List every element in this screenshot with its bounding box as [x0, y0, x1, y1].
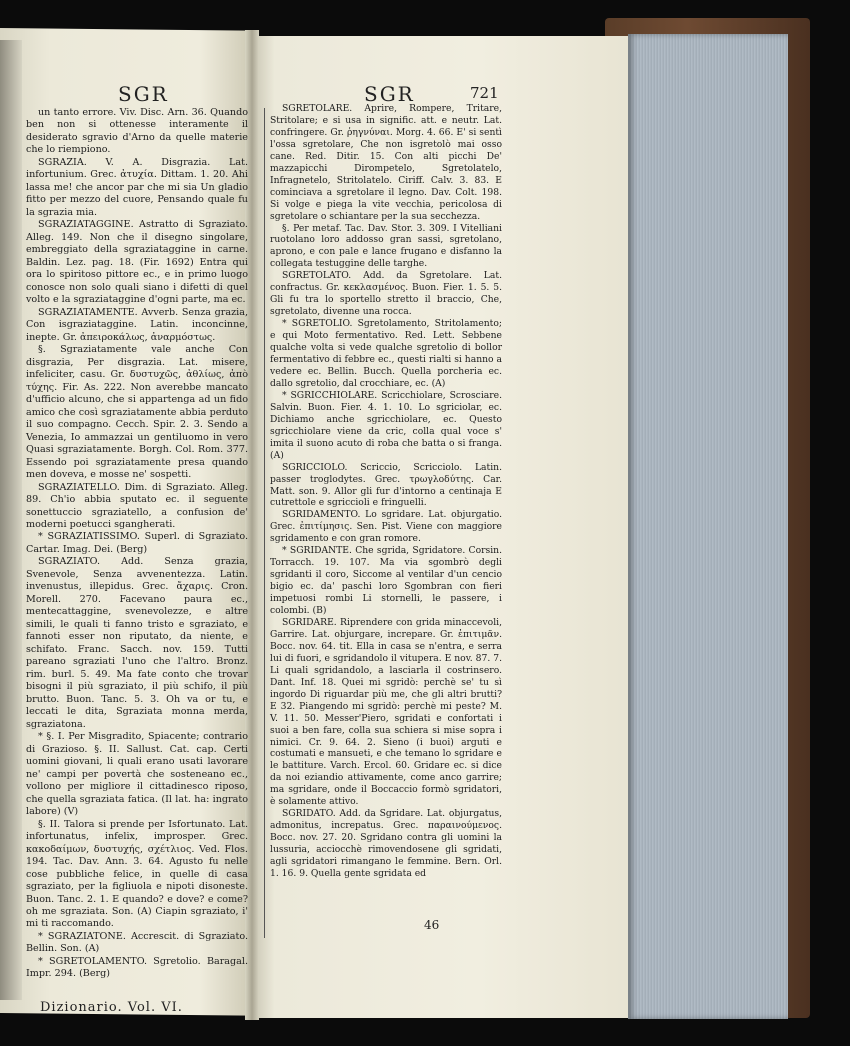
dictionary-entry: SGRAZIA. V. A. Disgrazia. Lat. infortunium. Grec. ἀτυχία. Dittam. 1. 20. Ahi lassa me! che ancor par che mi sia Un gladio fitto per mezzo del cuore, Pensando quale fu la sgrazia mia.	[26, 156, 248, 218]
dictionary-entry: un tanto errore. Viv. Disc. Arn. 36. Quando ben non si ottenesse interamente il desiderato sgravio d'Arno da quelle materie che lo riempiono.	[26, 107, 248, 156]
dictionary-entry: §. II. Talora si prende per Isfortunato. Lat. infortunatus, infelix, improsper. Grec. κακοδαίμων, δυστυχής, σχέτλιος. Ved. Flos. 194. Tac. Dav. Ann. 3. 64. Agusto fu nelle cose pubbliche felice, in quelle di casa sgraziato, per la figliuola e nipoti disoneste. Buon. Tanc. 2. 1. E quando? e dove? e come? oh me sgraziata. Son. (A) Ciapin sgraziato, i' mi ti raccomando.	[26, 818, 248, 930]
dictionary-entry: §. Per metaf. Tac. Dav. Stor. 3. 309. I Vitelliani ruotolano loro addosso gran sassi, sgretolano, aprono, e con pale e lance frugano e disfanno la collegata testuggine delle targhe.	[270, 222, 502, 270]
column-rule	[264, 108, 265, 938]
dictionary-entry: * SGRAZIATONE. Accrescit. di Sgraziato. Bellin. Son. (A)	[26, 930, 248, 955]
dictionary-entry: * SGRAZIATISSIMO. Superl. di Sgraziato. Cartar. Imag. Dei. (Berg)	[26, 531, 248, 555]
dictionary-entry: SGRICCIOLO. Scriccio, Scricciolo. Latin. passer troglodytes. Grec. τρωγλοδύτης. Car. Matt. son. 9. Allor gli fur d'intorno a centinaja E cutrettole e sgriccioli e fringuelli.	[270, 461, 502, 509]
dictionary-entry: SGRETOLATO. Add. da Sgretolare. Lat. confractus. Gr. κεκλασμένος. Buon. Fier. 1. 5. 5. Gli fu tra lo sportello stretto il braccio, Che, sgretolato, divenne una rocca.	[270, 270, 502, 318]
right-running-header: SGR	[364, 82, 415, 106]
volume-signature: Dizionario. Vol. VI.	[40, 1000, 183, 1015]
dictionary-entry: * SGRETOLAMENTO. Sgretolio. Baragal. Impr. 294. (Berg)	[26, 955, 248, 980]
dictionary-entry: SGRAZIATAMENTE. Avverb. Senza grazia, Con isgraziataggine. Latin. inconcinne, inepte. Gr. ἀπειροκάλως, ἀναρμόστως.	[26, 306, 248, 343]
page-number: 721	[470, 84, 499, 102]
dictionary-entry: * SGRICCHIOLARE. Scricchiolare, Scrosciare. Salvin. Buon. Fier. 4. 1. 10. Lo sgriciolar, ec. Dichiamo anche sgricchiolare, ec. Questo sgricchiolare viene da cric, colla qual voce s' imita il suono acuto di roba che batta o si franga. (A)	[270, 389, 502, 461]
page-edges	[628, 34, 788, 1019]
left-running-header: SGR	[118, 82, 169, 106]
dictionary-entry: SGRAZIATO. Add. Senza grazia, Svenevole, Senza avvenentezza. Latin. invenustus, illepidus. Grec. ἄχαρις. Cron. Morell. 270. Facevano paura ec., mentecattaggine, svenevolezze, e altre simili, le quali ti fanno tristo e sgraziato, e fannoti esser non riputato, da niente, e schifato. Franc. Sacch. nov. 159. Tutti pareano sgraziati l'uno che l'altro. Bronz. rim. burl. 5. 49. Ma fate conto che trovar bisogni il più sgraziato, il più schifo, il più brutto. Buon. Tanc. 5. 3. Oh va or tu, e leccati le dita, Sgraziata monna merda, sgraziatona.	[26, 556, 248, 730]
dictionary-entry: * §. I. Per Misgradito, Spiacente; contrario di Grazioso. §. II. Sallust. Cat. cap. Certi uomini giovani, li quali erano usati lavorare ne' campi per povertà che sosteneano ec., vollono per migliore il cittadinesco riposo, che quella sgraziata fatica. (Il lat. ha: ingrato labore) (V)	[26, 731, 248, 818]
signature-mark: 46	[424, 918, 440, 932]
right-column-text	[270, 103, 502, 880]
dictionary-entry: SGRIDATO. Add. da Sgridare. Lat. objurgatus, admonitus, increpatus. Grec. παραινούμενος. Bocc. nov. 27. 20. Sgridano contra gli uomini la lussuria, acciocchè rimovendosene gli sgridati, agli sgridatori rimangano le femmine. Bern. Orl. 1. 16. 9. Quella gente sgridata ed	[270, 808, 502, 879]
left-column-text	[26, 107, 248, 981]
dictionary-entry: * SGRIDANTE. Che sgrida, Sgridatore. Corsin. Torracch. 19. 107. Ma via sgombrò degli sgridanti il coro, Siccome al ventilar d'un cencio bigio ec. da' paschi loro Sgombran con fieri impetuosi rombi Li stornelli, le passere, i colombi. (B)	[270, 545, 502, 617]
dictionary-entry: * SGRETOLIO. Sgretolamento, Stritolamento; e qui Moto fermentativo. Red. Lett. Sebbene qualche volta si vede qualche sgretolio di bollor fermentativo di febbre ec., questi rialti si hanno a vedere ec. Bellin. Bucch. Quella porcheria ec. dallo sgretolio, dal crocchiare, ec. (A)	[270, 318, 502, 389]
dictionary-entry: SGRIDARE. Riprendere con grida minaccevoli, Garrire. Lat. objurgare, increpare. Gr. ἐπιτιμᾶν. Bocc. nov. 64. tit. Ella in casa se n'entra, e serra lui di fuori, e sgridandolo il vitupera. E nov. 87. 7. Li quali sgridandolo, a lasciarla il costrinsero. Dant. Inf. 18. Quei mi sgridò: perchè se' tu sì ingordo Di riguardar più me, che gli altri brutti? E 32. Piangendo mi sgridò: perchè mi peste? M. V. 11. 50. Messer'Piero, sgridati e confortati i suoi a ben fare, colla sua schiera si mise sopra i nimici. Cr. 9. 64. 2. Sieno (i buoi) arguti e costumati e mansueti, e che temano lo sgridare e le battiture. Varch. Ercol. 60. Gridare ec. si dice da noi eziandio attivamente, come anco garrire; ma sgridare, onde il Boccaccio formò sgridatori, è solamente attivo.	[270, 616, 502, 808]
dictionary-entry: SGRAZIATELLO. Dim. di Sgraziato. Alleg. 89. Ch'io abbia sputato ec. il seguente sonettuccio sgraziatello, a confusion de' moderni poetucci sgangherati.	[26, 481, 248, 530]
dictionary-entry: SGRAZIATAGGINE. Astratto di Sgraziato. Alleg. 149. Non che il disegno singolare, embreggiato della sgraziataggine in carne. Baldin. Lez. pag. 18. (Fir. 1692) Entra qui ora lo spiritoso pittore ec., e in primo luogo conosce non solo quali siano i difetti di quel volto e la sgraziataggine d'ogni parte, ma ec.	[26, 219, 248, 306]
dictionary-entry: §. Sgraziatamente vale anche Con disgrazia, Per disgrazia. Lat. misere, infeliciter, casu. Gr. δυστυχῶς, ἀθλίως, ἀπὸ τύχης. Fir. As. 222. Non averebbe mancato d'ufficio alcuno, che si appartenga ad un fido amico che così sgraziatamente abbia perduto il suo compagno. Cecch. Spir. 2. 3. Sendo a Venezia, Io ammazzai un gentiluomo in vero Quasi sgraziatamente. Borgh. Col. Rom. 377. Essendo poi sgraziatamente presa quando men doveva, e mosse ne' sospetti.	[26, 344, 248, 481]
dictionary-entry: SGRIDAMENTO. Lo sgridare. Lat. objurgatio. Grec. ἐπιτίμησις. Sen. Pist. Viene con maggiore sgridamento e con gran romore.	[270, 509, 502, 545]
left-page-edge	[0, 40, 22, 1000]
dictionary-entry: SGRETOLARE. Aprire, Rompere, Tritare, Stritolare; e si usa in signific. att. e neutr. Lat. confringere. Gr. ῥηγνύναι. Morg. 4. 66. E' si sentì l'ossa sgretolare, Che non isgretolò mai osso cane. Red. Ditir. 15. Con alti picchi De' mazzapicchi Dirompetelo, Sgretolatelo, Infragnetelo, Stritolatelo. Ciriff. Calv. 3. 83. E cominciava a sgretolare il legno. Dav. Colt. 198. Si volge e piega la vite vecchia, pericolosa di sgretolare o schiantare per la sua secchezza.	[270, 103, 502, 222]
